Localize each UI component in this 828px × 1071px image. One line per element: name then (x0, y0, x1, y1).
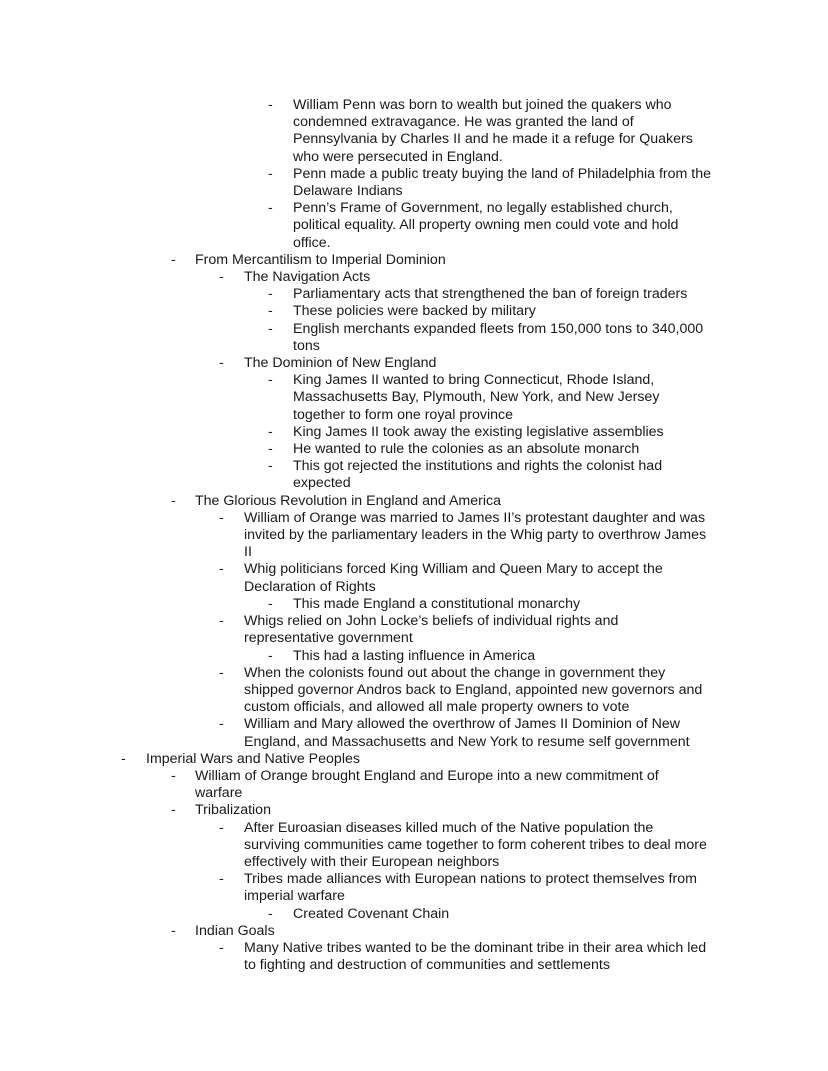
bullet-text: imperial warfare (244, 888, 345, 905)
bullet-text: Penn made a public treaty buying the land of Philadelphia from the (293, 165, 712, 182)
bullet-text: together to form one royal province (293, 406, 514, 423)
bullet-item (0, 648, 828, 665)
bullet-text: English merchants expanded fleets from 150,000 tons to 340,000 (293, 320, 704, 337)
bullet-dash: - (171, 802, 176, 819)
bullet-dash: - (219, 939, 224, 956)
bullet-dash: - (171, 492, 176, 509)
bullet-text: office. (293, 234, 331, 251)
bullet-item-continuation (0, 235, 828, 252)
bullet-item (0, 321, 828, 338)
bullet-text: The Glorious Revolution in England and America (195, 492, 501, 509)
bullet-item (0, 751, 828, 768)
bullet-text: King James II wanted to bring Connecticut, Rhode Island, (293, 372, 655, 389)
bullet-item (0, 510, 828, 527)
bullet-item-continuation (0, 854, 828, 871)
bullet-dash: - (268, 165, 273, 182)
bullet-dash: - (268, 97, 273, 113)
bullet-text: Penn’s Frame of Government, no legally established church, (293, 200, 673, 217)
bullet-item (0, 286, 828, 303)
bullet-item (0, 269, 828, 286)
bullet-text: who were persecuted in England. (293, 148, 503, 165)
bullet-text: This got rejected the institutions and rights the colonist had (293, 458, 663, 475)
bullet-item (0, 596, 828, 613)
bullet-text: custom officials, and allowed all male property owners to vote (244, 699, 630, 716)
bullet-text: Indian Goals (195, 922, 275, 939)
bullet-text: Tribalization (195, 802, 271, 819)
bullet-text: These policies were backed by military (293, 303, 536, 320)
bullet-dash: - (268, 441, 273, 458)
bullet-dash: - (219, 716, 224, 733)
bullet-dash: - (171, 251, 176, 268)
bullet-item-continuation (0, 957, 828, 974)
bullet-item-continuation (0, 183, 828, 200)
bullet-item (0, 820, 828, 837)
bullet-item (0, 613, 828, 630)
bullet-dash: - (121, 750, 126, 767)
bullet-item (0, 441, 828, 458)
bullet-item (0, 458, 828, 475)
bullet-item (0, 166, 828, 183)
bullet-item-continuation (0, 544, 828, 561)
bullet-item-continuation (0, 785, 828, 802)
bullet-item (0, 355, 828, 372)
bullet-text: warfare (195, 785, 243, 802)
bullet-item-continuation (0, 407, 828, 424)
bullet-text: Parliamentary acts that strengthened the ban of foreign traders (293, 286, 688, 303)
bullet-item (0, 716, 828, 733)
bullet-dash: - (268, 423, 273, 440)
bullet-dash: - (268, 647, 273, 664)
bullet-dash: - (219, 664, 224, 681)
bullet-item (0, 372, 828, 389)
bullet-text: From Mercantilism to Imperial Dominion (195, 251, 446, 268)
bullet-text: Pennsylvania by Charles II and he made it a refuge for Quakers (293, 131, 693, 148)
bullet-text: Massachusetts Bay, Plymouth, New York, and New Jersey (293, 389, 660, 406)
bullet-item-continuation (0, 888, 828, 905)
bullet-item-continuation (0, 837, 828, 854)
bullet-text: invited by the parliamentary leaders in the Whig party to overthrow James (244, 527, 707, 544)
bullet-item (0, 252, 828, 269)
bullet-dash: - (171, 922, 176, 939)
outline-document (0, 97, 828, 974)
bullet-dash: - (268, 286, 273, 303)
bullet-item (0, 923, 828, 940)
bullet-item-continuation (0, 131, 828, 148)
bullet-item-continuation (0, 389, 828, 406)
bullet-dash: - (219, 561, 224, 578)
bullet-text: Declaration of Rights (244, 578, 376, 595)
bullet-text: expected (293, 475, 351, 492)
bullet-text: tons (293, 337, 320, 354)
bullet-text: condemned extravagance. He was granted the land of (293, 114, 634, 131)
bullet-item (0, 802, 828, 819)
bullet-text: The Navigation Acts (244, 269, 371, 286)
bullet-dash: - (268, 303, 273, 320)
bullet-text: Delaware Indians (293, 183, 403, 200)
bullet-text: This had a lasting influence in America (293, 647, 536, 664)
bullet-item-continuation (0, 734, 828, 751)
bullet-dash: - (171, 767, 176, 784)
bullet-text: II (244, 544, 252, 561)
bullet-text: When the colonists found out about the change in government they (244, 664, 666, 681)
bullet-dash: - (268, 372, 273, 389)
bullet-text: political equality. All property owning men could vote and hold (293, 217, 679, 234)
bullet-item-continuation (0, 682, 828, 699)
bullet-text: Whig politicians forced King William and Queen Mary to accept the (244, 561, 663, 578)
bullet-item-continuation (0, 527, 828, 544)
bullet-text: He wanted to rule the colonies as an absolute monarch (293, 441, 640, 458)
bullet-dash: - (268, 905, 273, 922)
bullet-text: William Penn was born to wealth but joined the quakers who (293, 97, 672, 113)
bullet-item (0, 200, 828, 217)
bullet-text: representative government (244, 630, 413, 647)
bullet-dash: - (219, 613, 224, 630)
bullet-text: This made England a constitutional monarchy (293, 595, 581, 612)
bullet-dash: - (219, 269, 224, 286)
bullet-text: England, and Massachusetts and New York to resume self government (244, 733, 690, 750)
bullet-item (0, 665, 828, 682)
bullet-text: shipped governor Andros back to England, appointed new governors and (244, 681, 703, 698)
bullet-item (0, 303, 828, 320)
bullet-text: effectively with their European neighbors (244, 853, 500, 870)
bullet-item-continuation (0, 579, 828, 596)
bullet-dash: - (219, 871, 224, 888)
bullet-text: After Euroasian diseases killed much of the Native population the (244, 819, 654, 836)
bullet-text: William and Mary allowed the overthrow of James II Dominion of New (244, 716, 681, 733)
bullet-item (0, 940, 828, 957)
bullet-item (0, 768, 828, 785)
bullet-item-continuation (0, 149, 828, 166)
bullet-dash: - (268, 458, 273, 475)
bullet-dash: - (268, 320, 273, 337)
bullet-text: Created Covenant Chain (293, 905, 450, 922)
bullet-item-continuation (0, 217, 828, 234)
bullet-item-continuation (0, 630, 828, 647)
bullet-text: William of Orange was married to James II’s protestant daughter and was (244, 509, 706, 526)
bullet-text: Whigs relied on John Locke’s beliefs of individual rights and (244, 613, 619, 630)
bullet-item (0, 424, 828, 441)
bullet-item (0, 97, 828, 114)
bullet-text: surviving communities came together to form coherent tribes to deal more (244, 836, 707, 853)
bullet-text: The Dominion of New England (244, 355, 437, 372)
bullet-item-continuation (0, 114, 828, 131)
bullet-text: William of Orange brought England and Europe into a new commitment of (195, 767, 659, 784)
bullet-item (0, 871, 828, 888)
bullet-text: King James II took away the existing legislative assemblies (293, 423, 664, 440)
bullet-dash: - (268, 595, 273, 612)
bullet-text: Imperial Wars and Native Peoples (146, 750, 360, 767)
bullet-item (0, 906, 828, 923)
bullet-dash: - (268, 200, 273, 217)
bullet-item (0, 561, 828, 578)
bullet-dash: - (219, 819, 224, 836)
bullet-text: Tribes made alliances with European nations to protect themselves from (244, 871, 697, 888)
bullet-item-continuation (0, 699, 828, 716)
bullet-dash: - (219, 355, 224, 372)
bullet-item-continuation (0, 338, 828, 355)
bullet-text: to fighting and destruction of communities and settlements (244, 957, 610, 974)
bullet-item (0, 493, 828, 510)
bullet-item-continuation (0, 475, 828, 492)
bullet-dash: - (219, 509, 224, 526)
bullet-text: Many Native tribes wanted to be the dominant tribe in their area which led (244, 939, 707, 956)
